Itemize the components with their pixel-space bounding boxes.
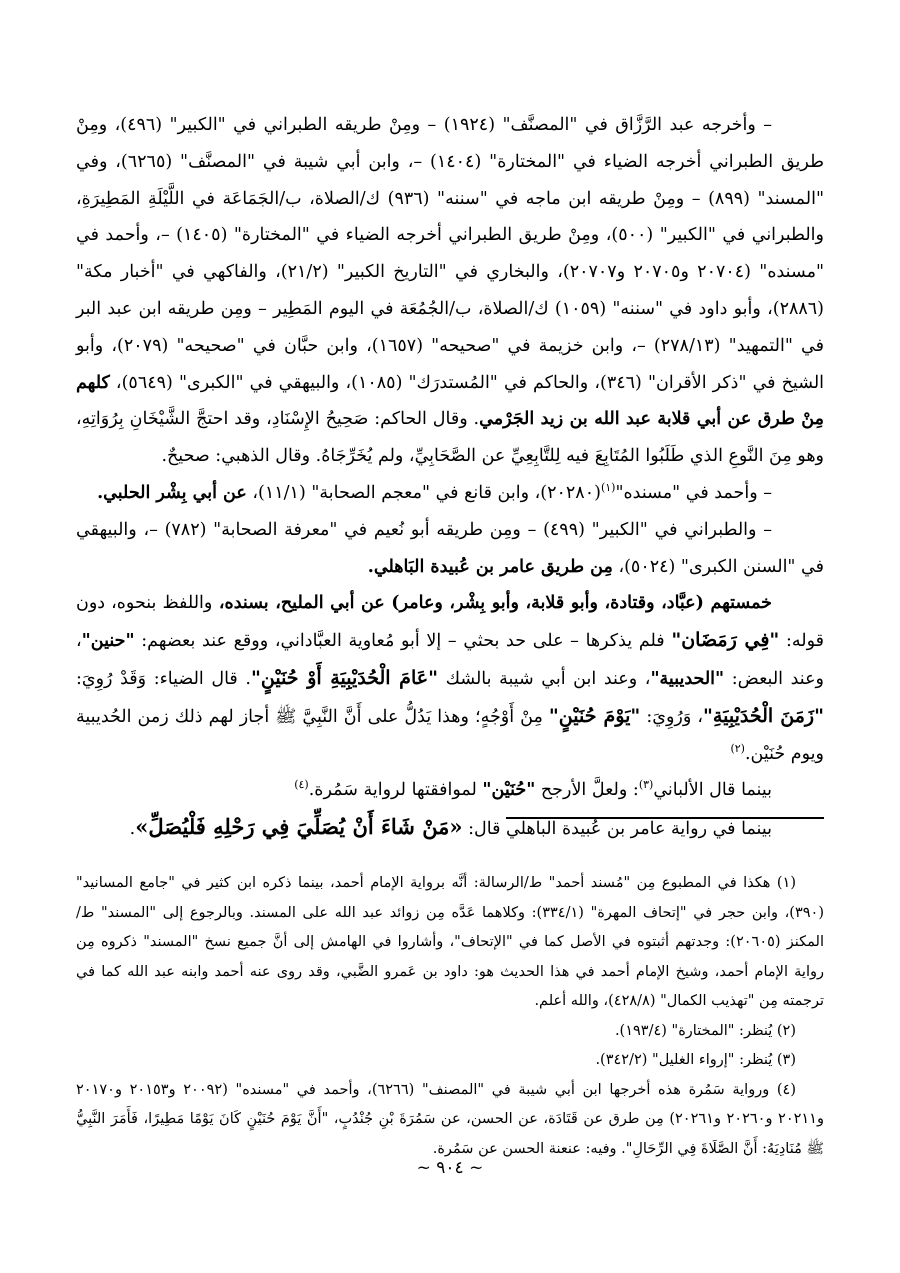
bold-text: "زَمَنَ الْحُدَيْبِيَةِ" <box>703 704 824 727</box>
paragraph <box>76 512 824 586</box>
text-run: ، وعند البعض: <box>76 631 824 689</box>
footnote: (٤) ورواية سَمُرة هذه أخرجها ابن أبي شيبة في "المصنف" (٦٢٦٦)، وأحمد في "مسنده" (٢٠٠٩٢ و٢٠١٥٣ و٢٠١٧٠ و٢٠٢١١ و٢٠٢٦٠ و٢٠٢٦١) مِن طرق عن قَتَادَة، عن الحسن، عن سَمُرَةَ بْنِ جُنْدُبٍ، "أَنَّ يَوْمَ حُنَيْنٍ كَانَ يَوْمًا مَطِيرًا، فَأَمَرَ النَّبِيُّ ﷺ مُنَادِيَهُ: أَنَّ الصَّلَاةَ فِي الرِّحَالِ". وفيه: عنعنة الحسن عن سَمُرة. <box>76 1081 824 1157</box>
bold-text: كلهم مِنْ طرق عن أبي قلابة عبد الله بن زيد الجَرْمي <box>76 372 825 430</box>
hadith-quote: «مَنْ شَاءَ أَنْ يُصَلِّيَ فِي رَحْلِهِ فَلْيُصَلِّ» <box>135 814 463 840</box>
bold-text: "حُنَيْن" <box>482 780 536 801</box>
text-run: لموافقتها لرواية سَمُرة. <box>308 780 483 801</box>
bold-text: خمستهم (عبَّاد، وقتادة، وأبو قلابة، وأبو بِشْر، وعامر) عن أبي المليح، بسنده، <box>212 593 772 614</box>
bold-text: عن أبي بِشْر الحلبي. <box>97 482 247 503</box>
footnotes <box>76 869 824 1164</box>
text-run: ، وعند ابن أبي شيبة بالشك <box>437 668 651 689</box>
footnote-ref: (٤) <box>294 778 309 792</box>
text-run: ، وَرُوِيَ: <box>640 706 704 727</box>
paragraph <box>76 107 824 475</box>
footnote-ref: (١) <box>600 481 616 495</box>
text-run: . قال الضياء: وَقَدْ رُوِيَ: <box>76 668 251 689</box>
text-run: . <box>129 819 136 840</box>
footnote: (٣) يُنظر: "إرواء الغليل" (٣٤٢/٢). <box>595 1052 796 1068</box>
text-run: واللفظ بنحوه، دون قوله: <box>76 593 824 652</box>
paragraph <box>76 585 824 772</box>
text-run: فلم يذكرها – على حد بحثي – إلا أبو مُعاوية العبَّاداني، ووقع عند بعضهم: <box>134 631 672 652</box>
text-run: – وأحمد في "مسنده" <box>615 482 772 503</box>
bold-text: "فِي رَمَضَان" <box>671 629 780 652</box>
footnote-ref: (٢) <box>730 741 745 755</box>
text-run: بينما قال الألباني <box>653 780 772 801</box>
paragraph <box>76 475 824 512</box>
bold-text: "الحديبية" <box>650 668 725 689</box>
paragraph <box>76 772 824 809</box>
main-text <box>76 107 824 848</box>
text-run: (٢٠٢٨٠)، وابن قانع في "معجم الصحابة" (١١/١)، <box>246 482 601 503</box>
page-number: ~ ٩٠٤ ~ <box>416 1158 484 1178</box>
footnote-separator <box>506 817 824 819</box>
text-run: – والطبراني في "الكبير" (٤٩٩) – ومِن طريقه أبو نُعيم في "معرفة الصحابة" (٧٨٢) –، والبيهقي في "السنن الكبرى" (٥٠٢٤)، <box>76 519 824 577</box>
footnote: (١) هكذا في المطبوع مِن "مُسند أحمد" ط/الرسالة: أنَّه برواية الإمام أحمد، بينما ذكره ابن كثير في "جامع المسانيد" (٣٩٠)، وابن حجر في "إتحاف المهرة" (٣٣٤/١): وكلاهما عَدَّه مِن زوائد عبد الله على المسند. وبالرجوع إلى "المسند" ط/المكنز (٢٠٦٠٥): وجدتهم أثبتوه في الأصل كما في "الإتحاف"، وأشاروا في الهامش إلى أنَّ جميع نسخ "المسند" ذكروه مِن رواية الإمام أحمد، وشيخ الإمام أحمد في هذا الحديث هو: داود بن عَمرو الضَّبي، وقد روى عنه أحمد وابنه عبد الله كما في ترجمته مِن "تهذيب الكمال" (٤٢٨/٨)، والله أعلم. <box>76 875 825 1009</box>
paragraph <box>76 809 824 848</box>
bold-text: "حنين" <box>81 631 135 652</box>
text-run: مِنْ أَوْجُهٍ؛ وهذا يَدُلُّ على أَنَّ النَّبِيَّ ﷺ أجاز لهم ذلك زمن الحُديبية ويوم حُنَيْن. <box>76 706 824 764</box>
footnote: (٢) يُنظر: "المختارة" (١٩٣/٤). <box>614 1022 796 1039</box>
text-run: – وأخرجه عبد الرَّزَّاق في "المصنَّف" (١٩٢٤) – ومِنْ طريقه الطبراني في "الكبير" (٤٩٦)، ومِنْ طريق الطبراني أخرجه الضياء في "المختارة" (١٤٠٤) –، وابن أبي شيبة في "المصنَّف" (٦٢٦٥)، وفي "المسند" (٨٩٩) – ومِنْ طريقه ابن ماجه في "سننه" (٩٣٦) ك/الصلاة، ب/الجَمَاعَة في اللَّيْلَةِ المَطِيرَةِ، والطبراني في "الكبير" (٥٠٠)، ومِنْ طريق الطبراني أخرجه الضياء في "المختارة" (١٤٠٥) –، وأحمد في "مسنده" (٢٠٧٠٤ و٢٠٧٠٥ و٢٠٧٠٧)، والبخاري في "التاريخ الكبير" (٢١/٢)، والفاكهي في "أخبار مكة" (٢٨٨٦)، وأبو داود في "سننه" (١٠٥٩) ك/الصلاة، ب/الجُمُعَة في اليوم المَطِير – ومِن طريقه ابن عبد البر في "التمهيد" (٢٧٨/١٣) –، وابن خزيمة في "صحيحه" (١٦٥٧)، وابن حبَّان في "صحيحه" (٢٠٧٩)، وأبو الشيخ في "ذكر الأقران" (٣٤٦)، والحاكم في "المُستدرَك" (١٠٨٥)، والبيهقي في "الكبرى" (٥٦٤٩)، <box>76 115 825 393</box>
text-run: بينما في رواية عامر بن عُبيدة الباهلي قال: <box>462 819 772 840</box>
text-run: . وقال الحاكم: صَحِيحُ الإِسْنَادِ، وقد احتجَّ الشَّيْخَانِ بِرُوَاتِهِ، وهو مِنَ النَّوعِ الذي طَلَبُوا المُتَابِعَ فيه لِلتَّابِعِيِّ عن الصَّحَابِيِّ، ولم يُخَرِّجَاهُ. وقال الذهبي: صحيحٌ. <box>76 409 824 467</box>
footnote-ref: (٣) <box>638 778 654 792</box>
bold-text: مِن طريق عامر بن عُبيدة البَاهلي. <box>367 556 613 577</box>
text-run: : ولعلَّ الأرجح <box>535 780 639 801</box>
bold-text: "عَامَ الْحُدَيْبِيَةِ أَوْ حُنَيْنٍ" <box>250 666 438 689</box>
bold-text: "يَوْمَ حُنَيْنٍ" <box>548 704 641 727</box>
